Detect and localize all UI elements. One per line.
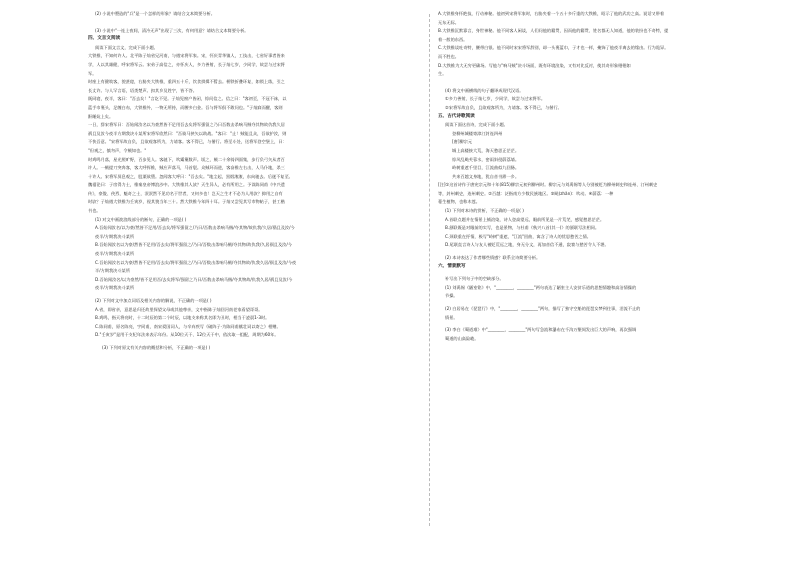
text-line: 大铁椎，不知何许人。北平陈子灿省兄河南，与遇宋将军家。宋，怀庆青华镇人，工技击，七省好事者皆来 bbox=[88, 53, 285, 59]
text-line: 而不胜也。 bbox=[438, 53, 459, 59]
text-line: D.吾始闻汝名/以为豪然/皆不足用吾/去矣将军/强留之乃曰/吾数击杀响马贼/夺其物故/仇我久居/祸且及汝/今 bbox=[95, 276, 293, 282]
text-line: A.首联点题并在情景上铺渲染，诗人登高望远，眼前所见是一片荒芜，感觉愁思茫茫。 bbox=[445, 216, 605, 222]
text-line: 生。 bbox=[438, 71, 447, 77]
text-line: 情景。 bbox=[445, 314, 458, 320]
text-line: B.鸡鸣，指天将亮时，十二时辰的第二个时辰，以地支来称其名即为丑时，相当于凌晨1-3时。 bbox=[95, 315, 270, 321]
text-line: 时座上有健啖客，貌甚寝，右胁夹大铁椎，重四五十斤，饮食拱揖不暂去。柄铁折叠环复，如锁上练，引之 bbox=[88, 79, 285, 85]
text-line: 既同寝，夜半，客曰："吾去矣！"言讫不见。子灿见窗户皆闭，惊问信之。信之曰："客初至，不冠不袜，以 bbox=[88, 96, 287, 102]
section-heading: 六、情景默写 bbox=[438, 263, 466, 269]
text-line: 阅读下面这首诗，完成下面小题。 bbox=[445, 122, 508, 128]
left-column bbox=[88, 10, 418, 550]
text-line: B.大铁椎沉默寡言，身世神秘。他不同客人闲谈，人们问他的籍贯，因而他的籍贯、姓名都无人知道，他的装扮也不奇特，提 bbox=[438, 28, 669, 34]
spacer bbox=[438, 79, 768, 87]
text-line: 祸且及汝今夜半方期我决斗某所宋将军欣然曰："吾骑马挟矢以助战。"客曰："止！贼能且众，吾欲护汝，则 bbox=[88, 130, 287, 136]
text-line: 时欤？子灿遇大铁椎为壬寅岁，视其貌当年三十。然大铁椎今年四十耳。子灿又尝见其写市物帖子，甚工楷 bbox=[88, 199, 285, 205]
text-line: (2) 下列对文中加点词语及相关内容的解说，不正确的一项是( ) bbox=[95, 298, 212, 303]
text-line: C.颈联重在抒情，极写"岭树"重遮，"江流"回曲，寓含了诗人的忧思愁苦之情。 bbox=[445, 233, 591, 239]
text-line: (4) 将文中画横线的句子翻译成现代汉语。 bbox=[445, 87, 524, 93]
text-line: 着一般的东西。 bbox=[438, 36, 468, 42]
text-line: 夜半/方期我决斗某所 bbox=[95, 251, 135, 257]
text-line: 传》，豪俊、侠烈、魁奇之士，泯泯然不见功名于世者，又何多也！岂天之生才不必为人用欤？抑用之自有 bbox=[88, 190, 283, 196]
text-line: (1) 对文中画波浪线部分的断句，正确的一项是( ) bbox=[95, 216, 187, 222]
text-line: 夜半/方期我决斗某所 bbox=[95, 233, 135, 239]
text-line: 岭树重遮千里目，江流曲似九回肠。 bbox=[452, 165, 520, 171]
text-line: "但观之，慎勿声，令贼知也。" bbox=[88, 147, 147, 153]
text-line: 许人。一贼提刀突奔客，客大呼挥椎，贼应声落马，马首裂。众贼环而进，客奋椎左右击，人马仆地，杀三 bbox=[88, 165, 285, 171]
text-line: (3) 下列对原文有关内容的概括和分析，不正确的一项是( ) bbox=[102, 344, 211, 350]
text-line: [唐]柳宗元 bbox=[452, 139, 473, 145]
text-line: A.省，即省亲，意思是归还故里探望父母或其他尊亲，文中指陈子灿回河南老家看望哥哥。 bbox=[95, 306, 263, 312]
right-column bbox=[438, 10, 768, 550]
text-line: 鼾睡炕上矣。 bbox=[88, 113, 114, 119]
text-line: D.尾联直言诗人与友人被贬荒远之地，身无分文，再加音信不通，寂寞与愁苦令人不堪。 bbox=[445, 242, 609, 248]
text-line: 蓝手巾裹头，足缠白布，大铁椎外，一物无所持，而腰多白金。吾与将军俱不敢问也。"子灿寐而醒，客则 bbox=[88, 104, 283, 110]
text-line: B.颔联既是对眼前的实写，也是景物，与杜甫《秋兴八首(其一)》的颔联写法相同。 bbox=[445, 225, 600, 231]
text-line: (3) 李白《蜀道难》中"________，________"两句写急流和瀑布在千沟万壑间发出巨大的声响，再次强调 bbox=[445, 327, 637, 333]
text-line: A.大铁椎身怀绝技，行动神秘。他初到宋将军家时，右胁夹着一个五十多斤重的大铁椎，昭示了他的武功之高。说话又带着 bbox=[438, 11, 665, 16]
text-line: ②宋将军故自负，且欲观客所为，力请客。客不得已，与偕行。 bbox=[445, 104, 562, 110]
text-line: 共来百越文身地，犹自音书滞一乡。 bbox=[452, 173, 520, 179]
text-line: B.吾始闻汝名以为豪/然皆不足用/吾去矣/将军强留之/乃曰/吾数击杀响马贼/夺其物/故仇我/久居祸且及汝/今 bbox=[95, 242, 292, 248]
text-line: 城上高楼接大荒，海天愁思正茫茫。 bbox=[452, 147, 520, 153]
text-line: 军。 bbox=[88, 70, 97, 76]
text-line: (2) 白居易在《琵琶行》中，"________，________"两句，描写了独守空船的琵琶女梦到往事，泪流不止的 bbox=[445, 306, 641, 311]
section-heading: 五、古代诗歌阅读 bbox=[438, 113, 475, 119]
text-line: 十许人。宋将军屏息观之，股栗欲堕。忽闻客大呼曰："吾去矣。"地尘起，黑烟滚滚，东向驰去。后遂不复至。 bbox=[88, 173, 293, 179]
text-line: 节操。 bbox=[445, 293, 458, 299]
column-divider bbox=[429, 14, 430, 526]
text-line: (1) 下列对本诗的赏析，不正确的一项是( ) bbox=[445, 208, 524, 214]
text-line: (2) 本诗表达了作者哪些情感？联系全诗简要分析。 bbox=[445, 255, 541, 261]
text-line: 学，人以其雄健，呼宋将军云。宋弟子高信之，亦怀庆人，多力善射，长子灿七岁，少同学，故尝与过宋将 bbox=[88, 61, 285, 67]
text-line: 一日，辞宋将军曰：吾始闻汝名以为豪然皆不足用吾去矣将军强留之乃曰吾数击杀响马贼夺其物故仇我久居 bbox=[88, 122, 285, 128]
text-line: 无东无际。 bbox=[438, 19, 459, 25]
text-line: 等，封州刺史，连州刺史。②百越：泛指南方少数民族地区。③飐(zhǎn)：吹动。④薜荔：一种 bbox=[438, 190, 614, 196]
text-line: C.大铁椎谈吐奇特，腰带白银。他不同时宋宋将军辞别，却一头裹蓝巾，子才也一样，掩饰了他夜半离去的缘由。行为诡异。 bbox=[438, 45, 669, 51]
text-line: C.吾始闻汝名以为豪/然皆不足用/吾去矣/将军强留之/乃曰/吾数击杀响马贼/夺其物故/仇我久居/祸且及汝/今夜 bbox=[95, 259, 297, 265]
text-line: [注]①这首诗作于唐宪宗元和十年(815)柳宗元初到柳州时。柳宗元与刘禹锡等人分别被贬为柳州刺史和连州、汀州刺史 bbox=[438, 182, 658, 188]
text-line: A.吾始闻汝名/以为豪/然皆不足用/吾去矣/将军强留之/乃曰/吾数击杀响马贼/夺其物/故仇我/久居/祸且及汝/今 bbox=[95, 225, 295, 231]
text-line: 惊风乱飐芙蓉水，密雨斜侵薜荔墙。 bbox=[452, 156, 520, 162]
text-line: 时鸡鸣月落，星光照旷野，百步见人。客驰下，吹觱篥数声。顷之，贼二十余骑四面集，步行负弓矢从者百 bbox=[88, 156, 285, 162]
text-line: 魏禧论曰：子房得力士，椎秦皇帝博浪沙中。大铁椎其人欤？天生异人，必有所用之。予读陈同甫《中兴遗 bbox=[88, 182, 285, 188]
section-heading: 四、文言文阅读 bbox=[88, 36, 121, 42]
text-line: 不快吾意。"宋将军故自负，且欲观客所为，力请客。客不得已，与偕行。将至斗处，送将军登空堡上，曰： bbox=[88, 139, 287, 145]
text-line: 蔓生植物，也称木莲。 bbox=[438, 199, 480, 205]
text-line: ①多力善射，长子灿七岁，少同学，故尝与过宋将军。 bbox=[445, 96, 546, 102]
text-line: D.大铁椎为大无穷更确场。写他与"响马贼"决斗场面，既有环境渲染，又有对比反衬，使其奇形象栩栩如 bbox=[438, 62, 631, 68]
text-line: 半/方期我决斗某所 bbox=[95, 268, 130, 274]
spacer bbox=[88, 19, 418, 27]
text-line: 阅读下面文言文，完成下面小题。 bbox=[95, 44, 158, 50]
text-line: 补写出下列句子中的空缺部分。 bbox=[445, 276, 504, 282]
text-line: 登柳州城楼寄漳汀封连四州 bbox=[452, 130, 503, 136]
text-line: 书也。 bbox=[88, 208, 101, 214]
text-line: 夜半/方期我决斗某所 bbox=[95, 285, 135, 291]
text-line: (3) 小说中"一连上夜间，清冷无声"出现了三次，有何用意？请结合文本简要分析。 bbox=[95, 27, 249, 33]
text-line: C.陈同甫，原名陈亮，字同甫，南宋爱国词人，与辛弃疾写《破阵子·为陈同甫赋壮词以寄之》相赠。 bbox=[95, 323, 281, 329]
text-line: (2) 小说中塑造的"兵"是一个怎样的形象？请结合文本简要分析。 bbox=[95, 11, 215, 16]
text-line: D."壬寅岁"是用干支纪年法来表示年份。从10位天干、12位天干中，依次取一组配，周期为60年。 bbox=[95, 332, 279, 338]
text-line: 蜀道的山高险峻。 bbox=[445, 335, 479, 341]
text-line: 长丈许。与人罕言语，语类楚声。扣其乡及姓字，皆不答。 bbox=[88, 87, 197, 93]
text-line: (1) 刘禹锡《陋室铭》中，"________，________"两句表达了陋室主人安贫乐道的思想情趣和高洁情操的 bbox=[445, 284, 637, 290]
